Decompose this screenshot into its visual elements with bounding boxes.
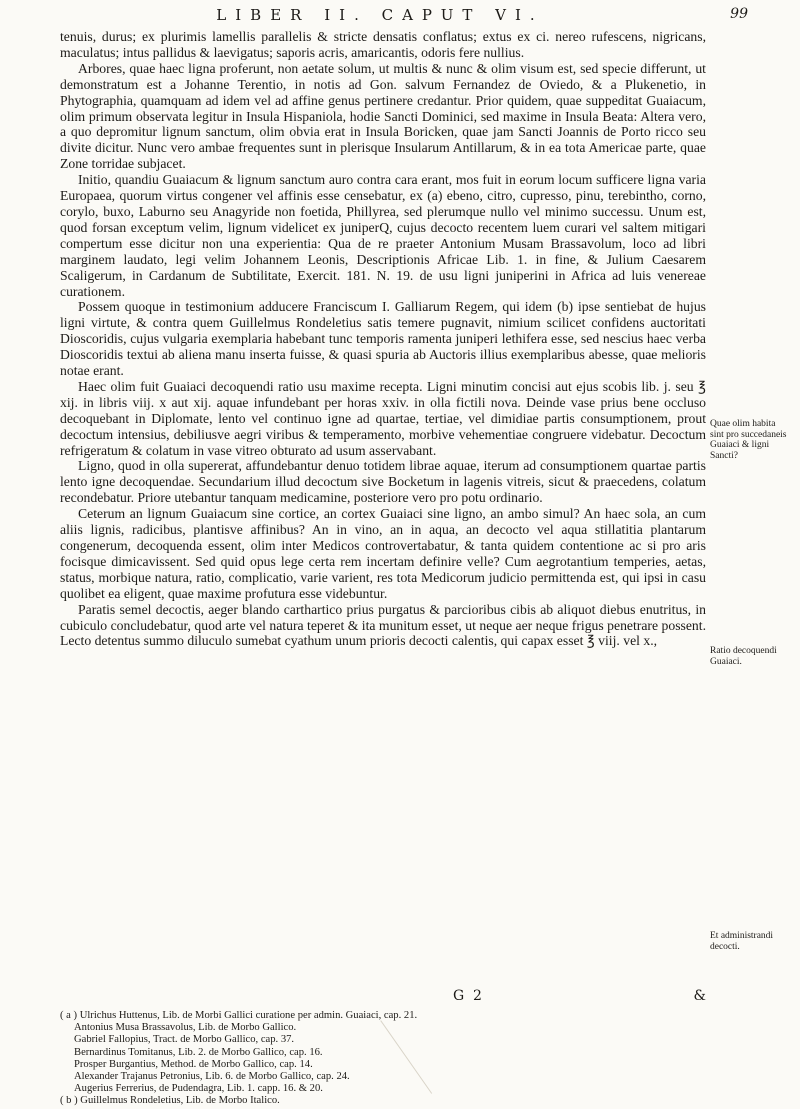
signature-mark: G	[453, 988, 465, 1004]
paragraph: Haec olim fuit Guaiaci decoquendi ratio usu maxime recepta. Ligni minutim concisi aut ejus scobis lib. j. seu ℥ xij. in libris viij. x aut xij. aquae infundebant per horas xxiv. in olla fictili nova. Deinde vase prius bene occluso decoquebant in Diplomate, lento vel continuo igne ad quartae, tertiae, vel dimidiae partis consumptionem, prout decoctum intensius, debiliusve aegri viribus & temperamento, morbive vehementiae congruere videbatur. Decoctum refrigeratum & colatum in vase vitreo obturato ad usum asservabant.	[60, 378, 706, 458]
margin-note: Et administrandi decocti.	[710, 931, 774, 952]
paragraph: Possem quoque in testimonium adducere Franciscum I. Galliarum Regem, qui idem (b) ipse sentiebat de hujus ligni virtute, & contra quem Guillelmus Rondeletius satis temere pugnavit, nimium scilicet confidens auctoritati Dioscoridis, cujus vulgaria exemplaria habebant tunc temporis ramenta juniperi lethifera esse, sed nescius haec verba Dioscoridis textui ab aliena manu inserta fuisse, & quasi spuria ab Auctoris illius exemplaribus abesse, quae melioris notae erant.	[60, 299, 706, 379]
paragraph: Ceterum an lignum Guaiacum sine cortice, an cortex Guaiaci sine ligno, an ambo simul? An haec sola, an cum aliis lignis, radicibus, plantisve affinibus? An in vino, an in aqua, an decocto vel aqua stillatitia plantarum congenerum, decoquenda essent, olim inter Medicos controvertabatur, & tanta quidem contentione ac si pro aris focisque dimicavissent. Sed quid opus lege certa rem incertam definire velle? Cum aegrotantium temperies, aetas, status, morbique natura, ratio, complicatio, varie varient, res tota Medicorum judicio permittenda est, qui ipsi in casu quolibet ea eligent, quae maxime profutura esse videbuntur.	[60, 506, 706, 601]
running-title: LIBER II. CAPUT VI.	[216, 6, 544, 24]
footnote: Bernardinus Tomitanus, Lib. 2. de Morbo Gallico, cap. 16.	[74, 1046, 323, 1058]
footnote: ( b ) Guillelmus Rondeletius, Lib. de Morbo Italico.	[60, 1095, 280, 1107]
paragraph: Initio, quandiu Guaiacum & lignum sanctum auro contra cara erant, mos fuit in eorum locum sufficere ligna varia Europaea, quorum virtus congener vel affinis esse censebatur, ex (a) ebeno, citro, cupresso, pinu, terebintho, corno, corylo, buxo, Laburno seu Anagyride non foetida, Phillyrea, sed plerumque nullo vel minimo successu. Unum est, quod forsan exceptum velim, lignum videlicet ex juniperQ, cujus decocto recentem luem curari vel saltem mitigari compertum esse dicitur non una experientia: Qua de re praeter Antonium Musam Brassavolum, loco ad libri marginem laudato, legi velim Johannem Leonis, Descriptionis Africae Lib. 1. in fine, & Julium Caesarem Scaligerum, in Cardanum de Subtilitate, Exercit. 181. N. 19. de usu ligni juniperini in Africa ad luis venereae curationem.	[60, 172, 706, 299]
margin-note: Ratio decoquendi Guaiaci.	[710, 646, 777, 667]
paragraph: Paratis semel decoctis, aeger blando carthartico prius purgatus & parcioribus cibis ab aliquot diebus enutritus, in cubiculo concludebatur, quod arte vel natura teperet & ita munitum esset, ut neque aer neque frigus penetrare possent. Lecto detentus summo diluculo sumebat cyathum unum prioris decocti calentis, qui capax esset ℥ viij. vel x.,	[60, 601, 706, 649]
main-text	[60, 29, 706, 649]
margin-note: Quae olim habita sint pro succedaneis Guaiaci & ligni Sancti?	[710, 419, 787, 461]
footnote: Augerius Ferrerius, de Pudendagra, Lib. 1. capp. 16. & 20.	[74, 1083, 323, 1095]
page-number: 99	[730, 6, 748, 22]
footnote: Gabriel Fallopius, Tract. de Morbo Gallico, cap. 37.	[74, 1034, 295, 1046]
signature-line	[60, 988, 706, 1004]
footnote: ( a ) Ulrichus Huttenus, Lib. de Morbi Gallici curatione per admin. Guaiaci, cap. 21.	[60, 1010, 418, 1021]
paragraph: Arbores, quae haec ligna proferunt, non aetate solum, ut multis & nunc & olim visum est, sed specie differunt, ut demonstratum est a Johanne Terentio, in notis ad Gon. salvum Fernandez de Oviedo, & a Plukenetio, in Phytographia, quamquam ad idem vel ad affine genus pertinere credantur. Prior quidem, quae suppeditat Guaiacum, olim primum observata legitur in Insula Hispaniola, hodie Sancti Dominici, sed maxime in Insula Beata: Altera vero, a quo depromitur lignum sanctum, olim obvia erat in Insula Boricken, quae jam Sancti Joannis de Porto ricco seu divite dicitur. Nunc vero ambae frequentes sunt in plerisque Insularum Antillarum, & in ea tota Americae parte, quae Zone torridae subjacet.	[60, 60, 706, 172]
footnote: Prosper Burgantius, Method. de Morbo Gallico, cap. 14.	[74, 1058, 313, 1070]
footnote: Antonius Musa Brassavolus, Lib. de Morbo Gallico.	[74, 1022, 297, 1034]
paragraph: Ligno, quod in olla supererat, affundebantur denuo totidem librae aquae, iterum ad consumptionem quartae partis lento igne decoquendae. Secundarium illud decoctum sive Bocketum in lagenis vitreis, sicut & praecedens, colatum recondebatur. Priore utebantur tanquam medicamine, posteriore vero pro potu ordinario.	[60, 458, 706, 506]
signature-number: 2	[473, 988, 482, 1004]
footnote: Alexander Trajanus Petronius, Lib. 6. de Morbo Gallico, cap. 24.	[74, 1071, 350, 1083]
catchword: &	[693, 988, 706, 1004]
paragraph: tenuis, durus; ex plurimis lamellis parallelis & stricte densatis conflatus; extus ex ci. nereo rufescens, nigricans, maculatus; intus pallidus & laevigatus; saporis acris, amaricantis, odoris fere nullius.	[60, 29, 706, 60]
